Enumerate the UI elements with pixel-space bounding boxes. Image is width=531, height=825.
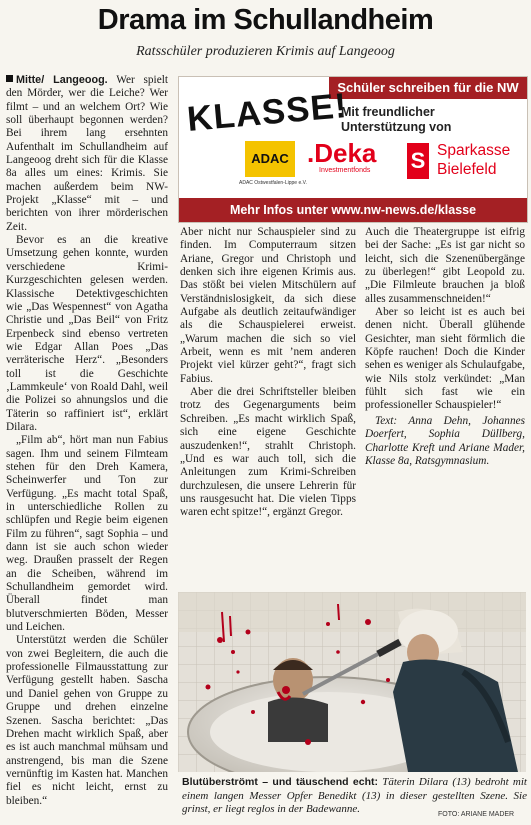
author-credit: Text: Anna Dehn, Johannes Doerfert, Sophia Düllberg, Charlotte Kreft und Ariane Mader, Klasse 8a, Ratsgymnasium. xyxy=(365,414,525,467)
paragraph: Aber nicht nur Schauspieler sind zu finden. Im Computerraum sitzen Ariane, Gregor und Christoph und denken sich ihre eigenen Krimis aus. Das stößt bei vielen Mitschülern auf Verständnislosigkeit, da sich diese Aufgabe als deutlich zeitaufwändiger als die Schauspielerei erweist. „Warum machen die sich so viel Arbeit, wenn es mit ’nem anderen Projekt viel kürzer geht?“, fragt sich Fabius. xyxy=(180,226,356,385)
paragraph: Aber die drei Schriftsteller bleiben trotz des Gegenarguments beim Schreiben. „Es macht wirklich Spaß, sich eine eigene Geschichte auszudenken!“, strahlt Christoph. „Und es war auch toll, sich die Anleitungen zum Krimi-Schreiben durchzulesen, die unsere Lehrerin für uns rausgesucht hat. Die vielen Tipps waren echt spitze!“, ergänzt Gregor. xyxy=(180,386,356,519)
klasse-logo: KLASSE! xyxy=(185,86,349,139)
ad-support-text: Mit freundlicher Unterstützung von xyxy=(341,105,452,134)
sparkasse-name: Sparkasse Bielefeld xyxy=(437,142,511,178)
paragraph xyxy=(6,74,168,234)
adac-logo: ADAC xyxy=(245,141,295,177)
paragraph: Unterstützt werden die Schüler von zwei Begleitern, die auch die professionelle Filmausstattung zur Verfügung gestellt haben. Sascha und Daniel gehen von Gruppe zu Gruppe und drehen einzelne Szenen. Sascha berichtet: „Das Drehen macht wirklich Spaß, aber es ist auch manchmal mühsam und anstrengend, bis man die Szene vernünftig im Kasten hat. Manchen fiel es nicht leicht, ernst zu bleiben.“ xyxy=(6,634,168,807)
photo-credit: FOTO: ARIANE MADER xyxy=(438,811,515,818)
deka-subtext: Investmentfonds xyxy=(319,167,371,174)
paragraph: Bevor es an die kreative Umsetzung gehen konnte, wurden verschiedene Krimi-Kurzgeschichten gelesen werden. Klassische Detektivgeschichten wie „Das Wespennest“ von Agatha Christie und „Das Beil“ von Fritz Erpenbeck sind ebenso vertreten wie Edgar Allan Poes „Das verräterische Herz“. „Besonders toll ist die Geschichte ‚Lammkeule‘ von Roald Dahl, weil die Polizei so ahnungslos und die Täterin so raffiniert ist“, erklärt Dilara. xyxy=(6,234,168,433)
paragraph-text: Wer spielt den Mörder, wer die Leiche? Wer filmt – und an welchem Ort? Wie soll überhaupt begonnen werden? Bei ihrem lang ersehnten Aufenthalt im Schullandheim auf Langeoog dreht sich für die Klasse 8a alles um eines: Krimis. Sie machen außerdem beim NW-Projekt „Klasse“ mit – und berichten von ihrer mörderischen Zeit. xyxy=(6,74,168,233)
headline: Drama im Schullandheim xyxy=(97,4,434,36)
deka-name: .Deka xyxy=(307,138,377,168)
deka-logo xyxy=(307,139,397,183)
dateline: Mitte/ Langeoog. xyxy=(16,74,108,86)
article-column-1 xyxy=(6,74,168,824)
article-column-3 xyxy=(365,226,525,586)
sponsor-ad-box xyxy=(178,76,528,223)
paragraph: „Film ab“, hört man nun Fabius sagen. Ihm und seinem Filmteam stehen für den Dreh Kamera, Scheinwerfer und Ton zur Verfügung. „Es macht total Spaß, in unterschiedliche Rollen zu schlüpfen und Regie beim eigenen Film zu führen“, sagt Sophia – und dann ist sie auch schon wieder weg. Draußen prasselt der Regen an die Scheiben, während im Schullandheim gemordet wird. Überall findet man blutverschmierten Böden, Messer und Leichen. xyxy=(6,434,168,634)
sparkasse-s-icon: S xyxy=(407,143,429,179)
adac-subtext: ADAC Ostwestfalen-Lippe e.V. xyxy=(239,180,307,186)
paragraph: Aber so leicht ist es auch bei denen nicht. Überall glühende Gesichter, man sieht förmlich die Köpfe rauchen! Doch die Kinder sehen es weniger als Schulaufgabe, wie Nils stolz verkündet: „Man fühlt sich fast wie ein professioneller Schauspieler!“ xyxy=(365,306,525,412)
bullet-square-icon xyxy=(6,75,13,82)
article-photo xyxy=(178,592,526,772)
photo-illustration xyxy=(178,592,526,772)
subheadline: Ratsschüler produzieren Krimis auf Langeoog xyxy=(136,44,395,59)
paragraph: Auch die Theatergruppe ist eifrig bei der Sache: „Es ist gar nicht so leicht, sich die Szenenübergänge zu überlegen!“ gibt Leopold zu. „Die Filmleute brauchen ja bloß alles zusammenschneiden!“ xyxy=(365,226,525,305)
caption-lead: Blutüberströmt – und täuschend echt: xyxy=(182,776,379,788)
caption-text: Täterin Dilara (13) bedroht mit einem langen Messer Opfer Benedikt (13) in dieser gestellten Szene. Sie grinst, er liegt reglos in der Badewanne. xyxy=(182,776,527,815)
article-column-2 xyxy=(180,226,356,586)
sparkasse-logo xyxy=(407,141,523,185)
ad-top-banner: Schüler schreiben für die NW xyxy=(329,77,527,99)
ad-info-link[interactable]: Mehr Infos unter www.nw-news.de/klasse xyxy=(179,198,527,222)
